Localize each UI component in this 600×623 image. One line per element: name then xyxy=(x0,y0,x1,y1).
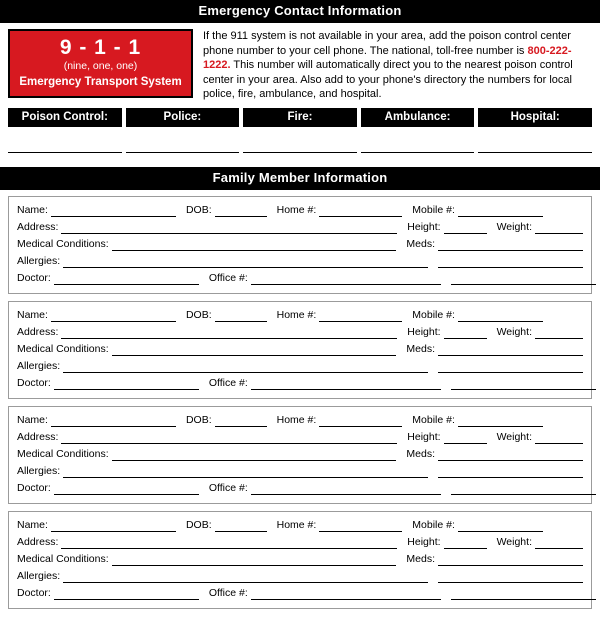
family-members-list xyxy=(0,190,600,609)
label-name: Name: xyxy=(17,413,48,426)
label-home: Home #: xyxy=(276,308,317,321)
input-height[interactable] xyxy=(444,432,487,444)
input-mobile-phone[interactable] xyxy=(458,310,543,322)
input-mobile-phone[interactable] xyxy=(458,415,543,427)
label-weight: Weight: xyxy=(496,220,532,233)
emergency-paragraph xyxy=(193,29,592,102)
contact-label-poison-control: Poison Control: xyxy=(8,108,122,127)
member-row-medical xyxy=(17,448,583,461)
label-name: Name: xyxy=(17,518,48,531)
label-mobile: Mobile #: xyxy=(412,413,455,426)
input-doctor-extra[interactable] xyxy=(451,273,596,285)
member-row-address xyxy=(17,326,583,339)
input-weight[interactable] xyxy=(535,222,583,234)
member-row-name xyxy=(17,309,583,322)
input-home-phone[interactable] xyxy=(319,415,402,427)
input-allergies-extra[interactable] xyxy=(438,571,583,583)
member-row-allergies xyxy=(17,465,583,478)
input-dob[interactable] xyxy=(215,205,267,217)
input-allergies[interactable] xyxy=(63,256,428,268)
label-meds: Meds: xyxy=(406,237,435,250)
label-doctor: Doctor: xyxy=(17,271,51,284)
input-allergies-extra[interactable] xyxy=(438,466,583,478)
input-medical-conditions[interactable] xyxy=(112,554,397,566)
input-dob[interactable] xyxy=(215,415,267,427)
label-height: Height: xyxy=(407,325,441,338)
label-weight: Weight: xyxy=(496,535,532,548)
family-member-card xyxy=(8,511,592,609)
input-medical-conditions[interactable] xyxy=(112,449,397,461)
input-doctor-extra[interactable] xyxy=(451,378,596,390)
input-doctor[interactable] xyxy=(54,588,199,600)
input-allergies-extra[interactable] xyxy=(438,256,583,268)
member-row-address xyxy=(17,221,583,234)
contact-label-ambulance: Ambulance: xyxy=(361,108,475,127)
label-office: Office #: xyxy=(208,376,248,389)
input-name[interactable] xyxy=(51,520,176,532)
label-home: Home #: xyxy=(276,518,317,531)
input-name[interactable] xyxy=(51,205,176,217)
poison-control-phone: 800-222-1222. xyxy=(203,44,572,72)
label-mobile: Mobile #: xyxy=(412,518,455,531)
input-home-phone[interactable] xyxy=(319,205,402,217)
input-doctor-extra[interactable] xyxy=(451,588,596,600)
911-tagline: Emergency Transport System xyxy=(19,76,182,88)
member-row-allergies xyxy=(17,570,583,583)
input-meds[interactable] xyxy=(438,449,583,461)
contact-line-fire[interactable] xyxy=(243,139,357,153)
label-medical-conditions: Medical Conditions: xyxy=(17,342,109,355)
member-row-name xyxy=(17,414,583,427)
input-home-phone[interactable] xyxy=(319,310,402,322)
contact-label-fire: Fire: xyxy=(243,108,357,127)
input-name[interactable] xyxy=(51,415,176,427)
input-office-phone[interactable] xyxy=(251,378,441,390)
label-doctor: Doctor: xyxy=(17,481,51,494)
label-office: Office #: xyxy=(208,481,248,494)
member-row-doctor xyxy=(17,272,583,285)
input-allergies[interactable] xyxy=(63,361,428,373)
input-office-phone[interactable] xyxy=(251,483,441,495)
contact-label-strip xyxy=(0,102,600,127)
label-name: Name: xyxy=(17,203,48,216)
label-dob: DOB: xyxy=(185,308,212,321)
label-mobile: Mobile #: xyxy=(412,308,455,321)
input-doctor[interactable] xyxy=(54,483,199,495)
label-meds: Meds: xyxy=(406,552,435,565)
contact-line-ambulance[interactable] xyxy=(361,139,475,153)
input-doctor[interactable] xyxy=(54,273,199,285)
member-row-doctor xyxy=(17,482,583,495)
input-address[interactable] xyxy=(61,327,397,339)
label-allergies: Allergies: xyxy=(17,254,61,267)
input-mobile-phone[interactable] xyxy=(458,520,543,532)
member-row-medical xyxy=(17,343,583,356)
input-office-phone[interactable] xyxy=(251,273,441,285)
emergency-info-row xyxy=(0,23,600,102)
label-dob: DOB: xyxy=(185,203,212,216)
input-meds[interactable] xyxy=(438,344,583,356)
contact-line-poison-control[interactable] xyxy=(8,139,122,153)
label-office: Office #: xyxy=(208,271,248,284)
member-row-name xyxy=(17,204,583,217)
label-height: Height: xyxy=(407,430,441,443)
family-section-banner: Family Member Information xyxy=(0,167,600,190)
input-weight[interactable] xyxy=(535,432,583,444)
911-badge xyxy=(8,29,193,98)
label-weight: Weight: xyxy=(496,430,532,443)
label-home: Home #: xyxy=(276,413,317,426)
input-height[interactable] xyxy=(444,537,487,549)
input-dob[interactable] xyxy=(215,310,267,322)
input-height[interactable] xyxy=(444,327,487,339)
input-home-phone[interactable] xyxy=(319,520,402,532)
input-meds[interactable] xyxy=(438,554,583,566)
label-address: Address: xyxy=(17,220,59,233)
member-row-address xyxy=(17,536,583,549)
input-dob[interactable] xyxy=(215,520,267,532)
member-row-allergies xyxy=(17,255,583,268)
member-row-allergies xyxy=(17,360,583,373)
label-office: Office #: xyxy=(208,586,248,599)
label-meds: Meds: xyxy=(406,447,435,460)
input-allergies[interactable] xyxy=(63,466,428,478)
member-row-medical xyxy=(17,553,583,566)
label-medical-conditions: Medical Conditions: xyxy=(17,237,109,250)
member-row-doctor xyxy=(17,377,583,390)
label-height: Height: xyxy=(407,220,441,233)
paragraph-part-two: This number will automatically direct you to the nearest poison control center in your area. Also add to your phone's directory the numbers for local police, fire, ambulance, and hospital. xyxy=(203,59,573,101)
label-address: Address: xyxy=(17,325,59,338)
emergency-section-banner: Emergency Contact Information xyxy=(0,0,600,23)
label-home: Home #: xyxy=(276,203,317,216)
label-meds: Meds: xyxy=(406,342,435,355)
911-number: 9 - 1 - 1 xyxy=(59,36,142,59)
label-name: Name: xyxy=(17,308,48,321)
label-dob: DOB: xyxy=(185,518,212,531)
input-medical-conditions[interactable] xyxy=(112,344,397,356)
label-mobile: Mobile #: xyxy=(412,203,455,216)
label-medical-conditions: Medical Conditions: xyxy=(17,447,109,460)
input-allergies-extra[interactable] xyxy=(438,361,583,373)
label-medical-conditions: Medical Conditions: xyxy=(17,552,109,565)
input-doctor-extra[interactable] xyxy=(451,483,596,495)
contact-line-hospital[interactable] xyxy=(478,139,592,153)
member-row-name xyxy=(17,519,583,532)
label-allergies: Allergies: xyxy=(17,464,61,477)
contact-line-police[interactable] xyxy=(126,139,240,153)
input-weight[interactable] xyxy=(535,537,583,549)
label-weight: Weight: xyxy=(496,325,532,338)
contact-label-hospital: Hospital: xyxy=(478,108,592,127)
911-spelled: (nine, one, one) xyxy=(63,60,138,72)
family-member-card xyxy=(8,301,592,399)
input-address[interactable] xyxy=(61,432,397,444)
paragraph-part-one: If the 911 system is not available in your area, add the poison control center phone number to your cell phone. The national, toll-free number is xyxy=(203,30,571,57)
contact-write-in-lines xyxy=(0,127,600,153)
label-address: Address: xyxy=(17,430,59,443)
input-doctor[interactable] xyxy=(54,378,199,390)
input-height[interactable] xyxy=(444,222,487,234)
input-office-phone[interactable] xyxy=(251,588,441,600)
input-name[interactable] xyxy=(51,310,176,322)
family-member-card xyxy=(8,196,592,294)
member-row-address xyxy=(17,431,583,444)
input-allergies[interactable] xyxy=(63,571,428,583)
label-address: Address: xyxy=(17,535,59,548)
input-weight[interactable] xyxy=(535,327,583,339)
label-doctor: Doctor: xyxy=(17,376,51,389)
input-mobile-phone[interactable] xyxy=(458,205,543,217)
input-meds[interactable] xyxy=(438,239,583,251)
member-row-medical xyxy=(17,238,583,251)
member-row-doctor xyxy=(17,587,583,600)
label-allergies: Allergies: xyxy=(17,569,61,582)
label-height: Height: xyxy=(407,535,441,548)
label-allergies: Allergies: xyxy=(17,359,61,372)
contact-label-police: Police: xyxy=(126,108,240,127)
input-address[interactable] xyxy=(61,537,397,549)
input-medical-conditions[interactable] xyxy=(112,239,397,251)
label-dob: DOB: xyxy=(185,413,212,426)
family-member-card xyxy=(8,406,592,504)
input-address[interactable] xyxy=(61,222,397,234)
label-doctor: Doctor: xyxy=(17,586,51,599)
